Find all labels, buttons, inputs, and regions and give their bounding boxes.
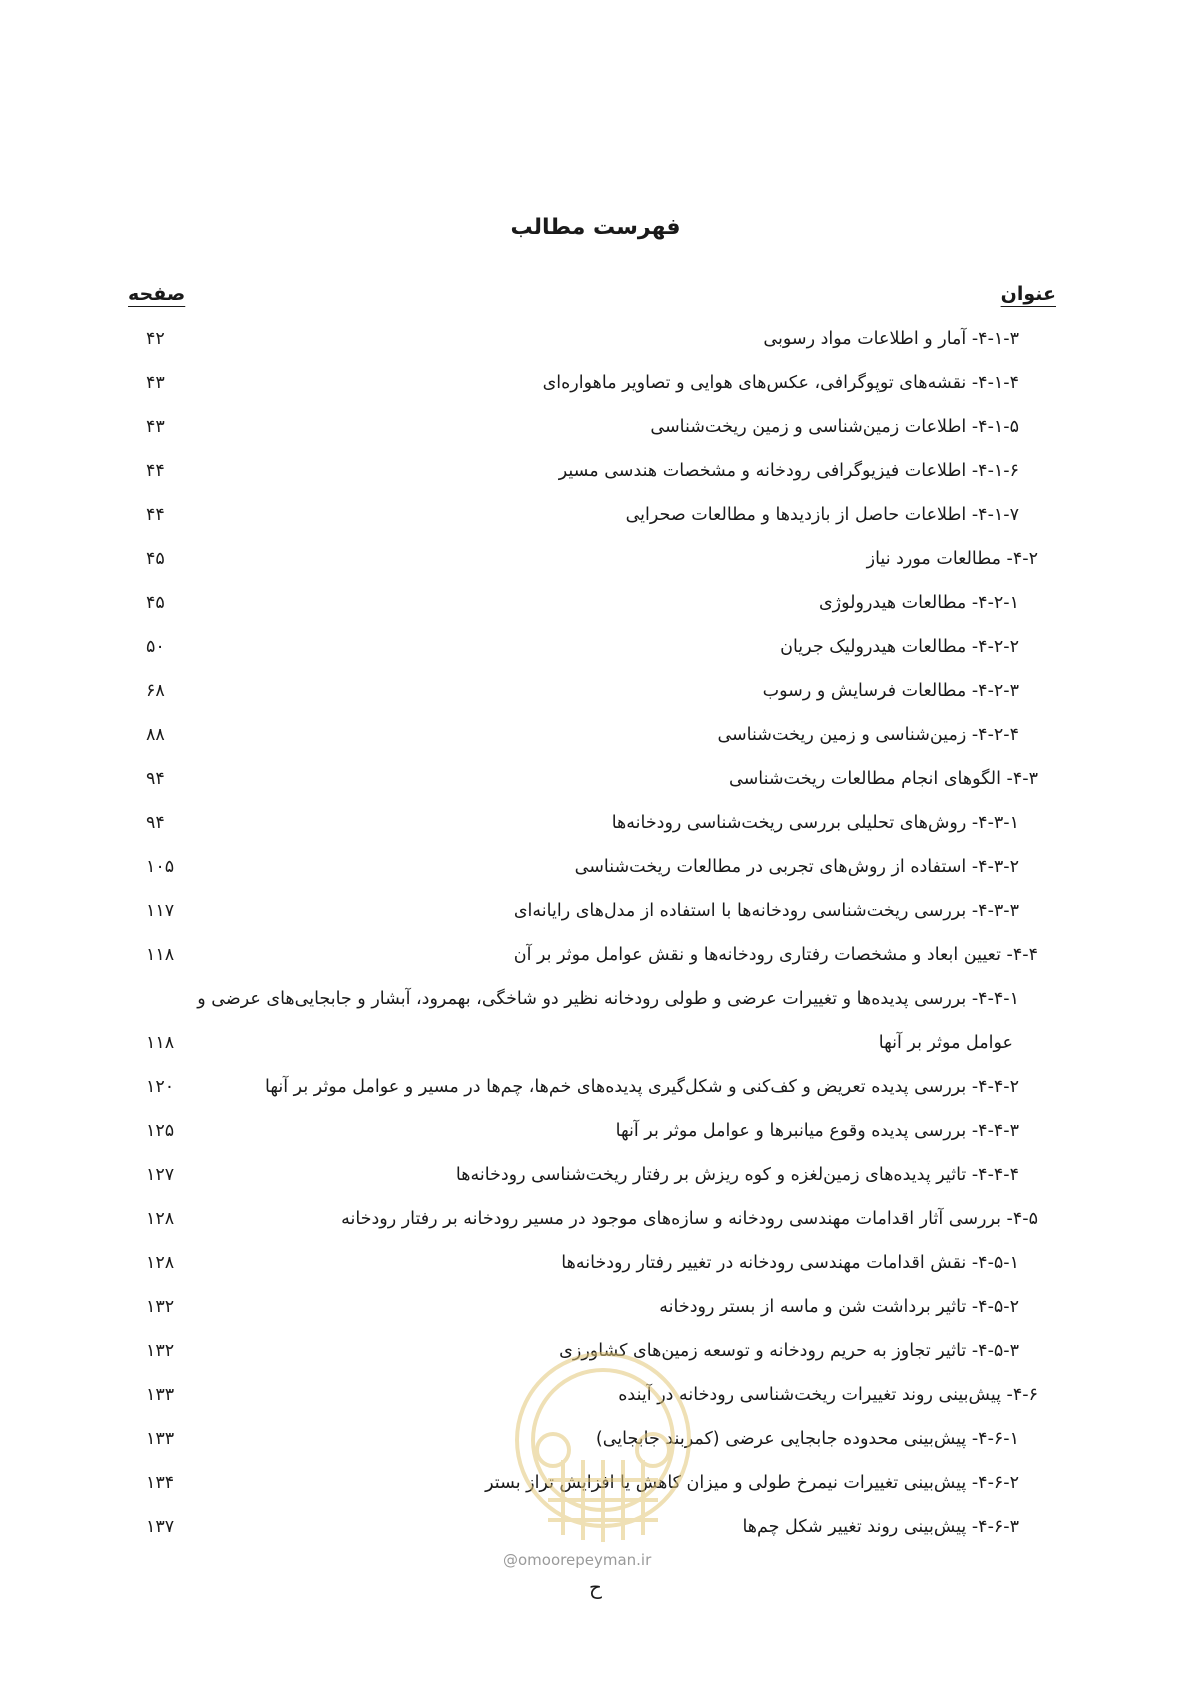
toc-entry-title: ۴-۴-۴- تاثیر پدیده‌های زمین‌لغزه و کوه ریزش بر رفتار ریخت‌شناسی رودخانه‌ها	[455, 1165, 1019, 1185]
toc-entry-page: ۴۵	[146, 549, 165, 569]
toc-entry	[0, 450, 1191, 494]
toc-entry-page: ۹۴	[146, 769, 165, 789]
toc-entry-title: ۴-۲-۳- مطالعات فرسایش و رسوب	[762, 681, 1019, 701]
toc-entry-title: ۴-۱-۶- اطلاعات فیزیوگرافی رودخانه و مشخصات هندسی مسیر	[558, 461, 1019, 481]
toc-entry-title: ۴-۵-۱- نقش اقدامات مهندسی رودخانه در تغییر رفتار رودخانه‌ها	[561, 1253, 1019, 1273]
toc-entry-title: ۴-۱-۵- اطلاعات زمین‌شناسی و زمین ریخت‌شناسی	[650, 417, 1019, 437]
toc-entry	[0, 670, 1191, 714]
toc-entry	[0, 890, 1191, 934]
toc-entry	[0, 318, 1191, 362]
toc-entry-title: ۴-۶-۳- پیش‌بینی روند تغییر شکل چم‌ها	[742, 1517, 1019, 1537]
toc-entry-page: ۴۲	[146, 329, 165, 349]
toc-entry	[0, 1242, 1191, 1286]
toc-entry-title: ۴-۴-۱- بررسی پدیده‌ها و تغییرات عرضی و طولی رودخانه نظیر دو شاخگی، بهمرود، آبشار و جابجایی‌های عرضی و	[197, 989, 1019, 1009]
toc-entry-page: ۴۵	[146, 593, 165, 613]
toc-entry-page: ۱۱۷	[146, 901, 175, 921]
watermark-logo	[508, 1330, 698, 1560]
column-header-title: عنوان	[1000, 283, 1056, 305]
toc-entry-page: ۸۸	[146, 725, 165, 745]
toc-entry-page: ۱۳۷	[146, 1517, 175, 1537]
toc-entry-page: ۶۸	[146, 681, 165, 701]
toc-entry-page: ۴۴	[146, 461, 165, 481]
toc-entry-page: ۱۳۳	[146, 1429, 175, 1449]
toc-entry-title: ۴-۶- پیش‌بینی روند تغییرات ریخت‌شناسی رودخانه در آینده	[618, 1385, 1038, 1405]
toc-entry-title: ۴-۲-۴- زمین‌شناسی و زمین ریخت‌شناسی	[717, 725, 1019, 745]
toc-entry-page: ۱۲۵	[146, 1121, 175, 1141]
toc-entry	[0, 494, 1191, 538]
toc-entry-page: ۱۳۲	[146, 1297, 175, 1317]
toc-entry	[0, 1066, 1191, 1110]
toc-entry-title: ۴-۵-۳- تاثیر تجاوز به حریم رودخانه و توسعه زمین‌های کشاورزی	[559, 1341, 1019, 1361]
toc-entry-title: ۴-۲- مطالعات مورد نیاز	[866, 549, 1038, 569]
toc-entry-title: ۴-۱-۳- آمار و اطلاعات مواد رسوبی	[763, 329, 1019, 349]
toc-entry-page: ۱۰۵	[146, 857, 175, 877]
toc-entry-title: ۴-۶-۲- پیش‌بینی تغییرات نیمرخ طولی و میزان کاهش یا افزایش تراز بستر	[485, 1473, 1019, 1493]
page-title: فهرست مطالب	[510, 215, 681, 240]
toc-entry-title: ۴-۵-۲- تاثیر برداشت شن و ماسه از بستر رودخانه	[659, 1297, 1019, 1317]
toc-entry-title: ۴-۳- الگوهای انجام مطالعات ریخت‌شناسی	[728, 769, 1038, 789]
toc-entry	[0, 1286, 1191, 1330]
toc-entry-title: ۴-۴-۳- بررسی پدیده وقوع میانبرها و عوامل موثر بر آنها	[615, 1121, 1019, 1141]
watermark-site-text: @omoorepeyman.ir	[503, 1551, 652, 1569]
toc-entry-page: ۴۳	[146, 373, 165, 393]
toc-entry-title: ۴-۴- تعیین ابعاد و مشخصات رفتاری رودخانه‌ها و نقش عوامل موثر بر آن	[513, 945, 1038, 965]
toc-entry-title: ۴-۲-۲- مطالعات هیدرولیک جریان	[780, 637, 1019, 657]
toc-entry-title: ۴-۶-۱- پیش‌بینی محدوده جابجایی عرضی (کمربند جابجایی)	[595, 1429, 1019, 1449]
toc-entry-title: ۴-۱-۴- نقشه‌های توپوگرافی، عکس‌های هوایی و تصاویر ماهواره‌ای	[542, 373, 1019, 393]
toc-entry-title: ۴-۲-۱- مطالعات هیدرولوژی	[818, 593, 1019, 613]
toc-entry-page: ۴۴	[146, 505, 165, 525]
toc-entry	[0, 626, 1191, 670]
toc-entry	[0, 1198, 1191, 1242]
toc-entry	[0, 362, 1191, 406]
toc-entry-title-continued: عوامل موثر بر آنها	[878, 1033, 1013, 1053]
column-header-page: صفحه	[128, 283, 186, 305]
toc-entry	[0, 934, 1191, 978]
toc-entry-page: ۱۳۲	[146, 1341, 175, 1361]
toc-entry	[0, 846, 1191, 890]
toc-entry-title: ۴-۳-۳- بررسی ریخت‌شناسی رودخانه‌ها با استفاده از مدل‌های رایانه‌ای	[513, 901, 1019, 921]
toc-entry-page: ۱۲۸	[146, 1209, 175, 1229]
toc-entry	[0, 802, 1191, 846]
toc-entry-title: ۴-۳-۲- استفاده از روش‌های تجربی در مطالعات ریخت‌شناسی	[574, 857, 1019, 877]
toc-entry	[0, 714, 1191, 758]
toc-entry	[0, 406, 1191, 450]
toc-entry-page: ۹۴	[146, 813, 165, 833]
toc-entry-page: ۱۳۴	[146, 1473, 175, 1493]
toc-entry-page: ۱۲۷	[146, 1165, 175, 1185]
toc-entry-page: ۱۱۸	[146, 945, 175, 965]
toc-entry-title: ۴-۴-۲- بررسی پدیده تعریض و کف‌کنی و شکل‌گیری پدیده‌های خم‌ها، چم‌ها در مسیر و عوامل موثر بر آنها	[264, 1077, 1019, 1097]
toc-entry-page: ۱۲۰	[146, 1077, 175, 1097]
toc-entry-title: ۴-۵- بررسی آثار اقدامات مهندسی رودخانه و سازه‌های موجود در مسیر رودخانه بر رفتار رودخانه	[341, 1209, 1038, 1229]
toc-entry	[0, 538, 1191, 582]
toc-entry	[0, 1154, 1191, 1198]
toc-entry-page: ۵۰	[146, 637, 165, 657]
toc-entry-page: ۱۱۸	[146, 1033, 175, 1053]
toc-entry	[0, 978, 1191, 1066]
toc-entry-page: ۴۳	[146, 417, 165, 437]
toc-entry	[0, 1110, 1191, 1154]
toc-entry-title: ۴-۱-۷- اطلاعات حاصل از بازدیدها و مطالعات صحرایی	[625, 505, 1019, 525]
toc-entry-title: ۴-۳-۱- روش‌های تحلیلی بررسی ریخت‌شناسی رودخانه‌ها	[611, 813, 1019, 833]
toc-entry	[0, 582, 1191, 626]
toc-entry-page: ۱۲۸	[146, 1253, 175, 1273]
page-number: ح	[589, 1575, 602, 1599]
toc-entry	[0, 758, 1191, 802]
toc-entry-page: ۱۳۳	[146, 1385, 175, 1405]
